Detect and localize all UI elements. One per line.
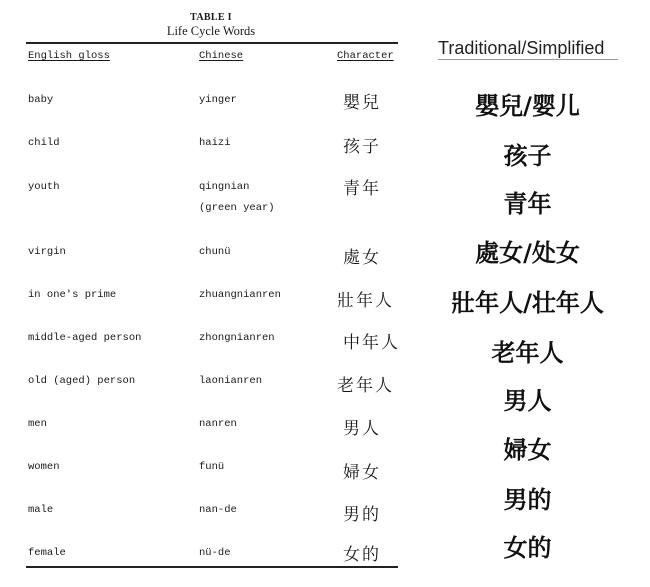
row-chinese: funü — [199, 461, 225, 473]
table-caption: TABLE I — [190, 12, 232, 23]
column-header-chinese: Chinese — [199, 50, 244, 62]
row-english: female — [28, 547, 66, 559]
list-item: 男人 — [503, 387, 552, 415]
row-english: men — [28, 418, 47, 430]
list-item: 處女/处女 — [475, 239, 580, 267]
row-chinese: chunü — [199, 246, 231, 258]
row-chinese: qingnian — [199, 181, 250, 193]
row-character: 婦女 — [343, 463, 381, 483]
row-chinese-note: (green year) — [199, 202, 275, 214]
list-item: 青年 — [503, 190, 552, 218]
row-english: virgin — [28, 246, 66, 258]
right-column-header: Traditional/Simplified — [438, 38, 605, 58]
row-chinese: nan-de — [199, 504, 237, 516]
column-header-english: English gloss — [28, 50, 110, 62]
row-english: old (aged) person — [28, 375, 136, 387]
row-chinese: haizi — [199, 137, 231, 149]
row-chinese: nü-de — [199, 547, 231, 559]
column-header-character: Character — [337, 50, 394, 62]
row-character: 孩子 — [343, 137, 381, 157]
row-chinese: laonianren — [199, 375, 263, 387]
row-english: middle-aged person — [28, 332, 142, 344]
row-english: in one's prime — [28, 289, 117, 301]
list-item: 嬰兒/婴儿 — [475, 92, 580, 120]
list-item: 壯年人/壮年人 — [451, 289, 604, 317]
row-english: child — [28, 137, 60, 149]
list-item: 婦女 — [503, 436, 552, 464]
list-item: 男的 — [503, 486, 552, 514]
row-character: 男人 — [343, 419, 381, 439]
row-english: youth — [28, 181, 60, 193]
row-character: 青年 — [343, 179, 381, 199]
row-character: 嬰兒 — [343, 93, 381, 113]
row-chinese: zhongnianren — [199, 332, 275, 344]
list-item: 孩子 — [503, 142, 552, 170]
row-english: women — [28, 461, 60, 473]
right-column-header-underline — [438, 59, 618, 60]
table-bottom-rule — [26, 566, 398, 568]
row-chinese: zhuangnianren — [199, 289, 281, 301]
row-english: baby — [28, 94, 54, 106]
row-chinese: nanren — [199, 418, 237, 430]
row-chinese: yinger — [199, 94, 237, 106]
list-item: 老年人 — [491, 339, 564, 367]
row-character: 老年人 — [337, 376, 394, 396]
row-character: 中年人 — [343, 333, 400, 353]
row-character: 男的 — [343, 505, 381, 525]
row-character: 女的 — [343, 545, 381, 565]
row-character: 處女 — [343, 248, 381, 268]
row-english: male — [28, 504, 54, 516]
table-title: Life Cycle Words — [166, 24, 256, 38]
list-item: 女的 — [503, 534, 552, 562]
table-top-rule — [26, 42, 398, 44]
row-character: 壯年人 — [337, 291, 394, 311]
